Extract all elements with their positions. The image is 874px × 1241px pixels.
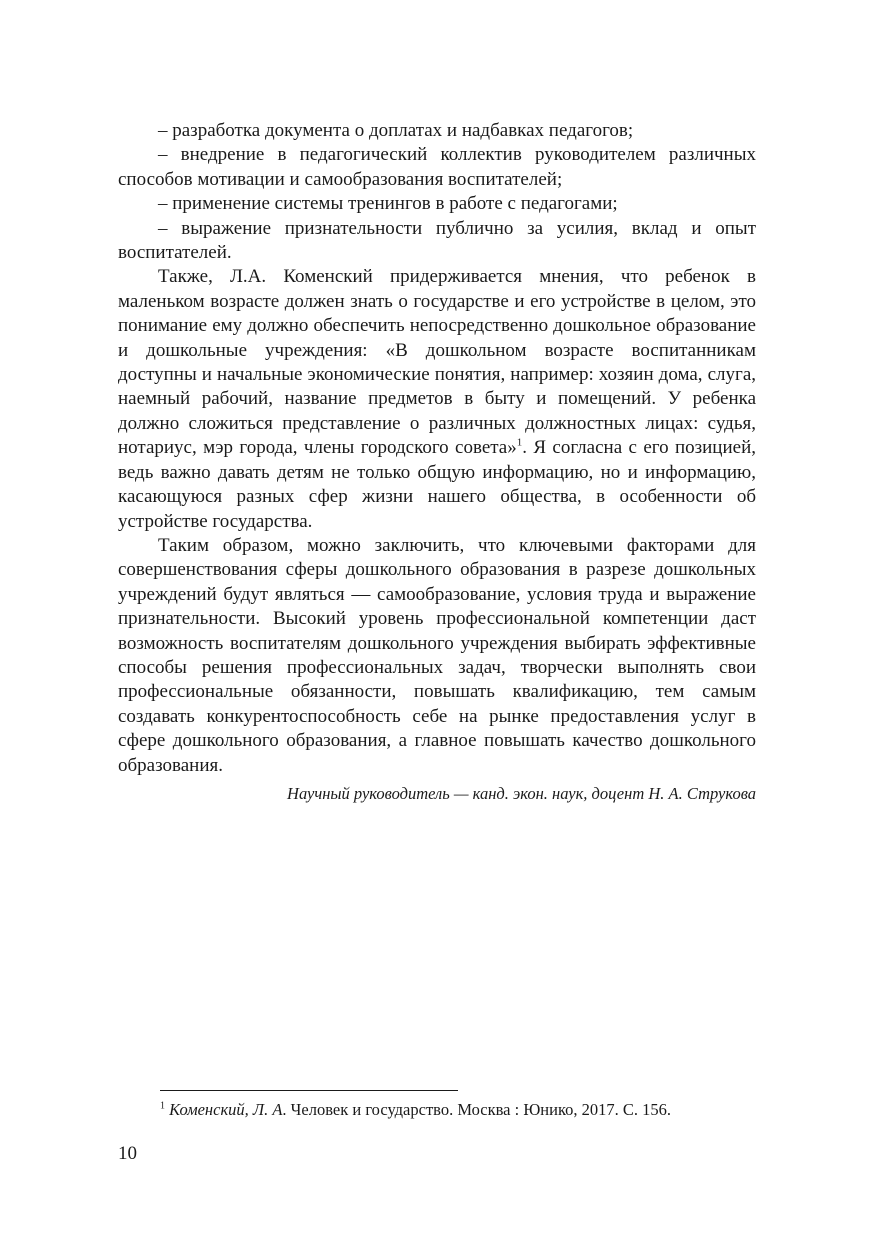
footnote (160, 1099, 760, 1121)
komensky-text: Также, Л.А. Коменский придерживается мнения, что ребенок в маленьком возрасте должен знать о государстве и его устройстве в целом, это понимание ему должно обеспечить непосредственно дошкольное образование и дошкольные учреждения: «В дошкольном возрасте воспитанникам доступны и начальные экономические понятия, например: хозяин дома, слуга, наемный рабочий, название предметов в быту и помещений. У ребенка должно сложиться представление о различных должностных лицах: судья, нотариус, мэр города, члены городского совета» (118, 266, 756, 459)
list-item-trainings: – применение системы тренингов в работе с педагогами; (158, 193, 618, 215)
footnote-author: Коменский, Л. А (169, 1100, 283, 1119)
komensky-paragraph (118, 265, 756, 533)
footnote-mark: 1 (160, 1100, 165, 1112)
footnote-text: . Человек и государство. Москва : Юнико, 2017. С. 156. (282, 1100, 672, 1119)
conclusion-paragraph: Таким образом, можно заключить, что ключевыми факторами для совершенствования сферы дошкольного образования в разрезе дошкольных учреждений будут являться — самообразование, условия труда и выражение признательности. Высокий уровень профессиональной компетенции даст возможность воспитателям дошкольного учреждения выбирать эффективные способы решения профессиональных задач, творчески выполнять свои профессиональные обязанности, повышать квалификацию, тем самым создавать конкурентоспособность себе на рынке предоставления услуг в сфере дошкольного образования, а главное повышать качество дошкольного образования. (118, 534, 756, 776)
komensky-text-continued: . Я согласна с его позицией, ведь важно давать детям не только общую информацию, но и информацию, касающуюся разных сфер жизни нашего общества, в особенности об устройстве государства. (118, 437, 756, 532)
footnote-reference[interactable]: 1 (516, 436, 523, 449)
main-text (118, 119, 756, 806)
list-item-gratitude: – выражение признательности публично за усилия, вклад и опыт воспитателей. (118, 217, 756, 264)
supervisor-line: Научный руководитель — канд. экон. наук, доцент Н. А. Струкова (287, 783, 756, 803)
list-item-document: – разработка документа о доплатах и надбавках педагогов; (158, 120, 634, 141)
footnote-divider (160, 1090, 458, 1091)
list-item-motivation: – внедрение в педагогический коллектив руководителем различных способов мотивации и самообразования воспитателей; (118, 144, 756, 190)
page-number: 10 (118, 1143, 137, 1164)
